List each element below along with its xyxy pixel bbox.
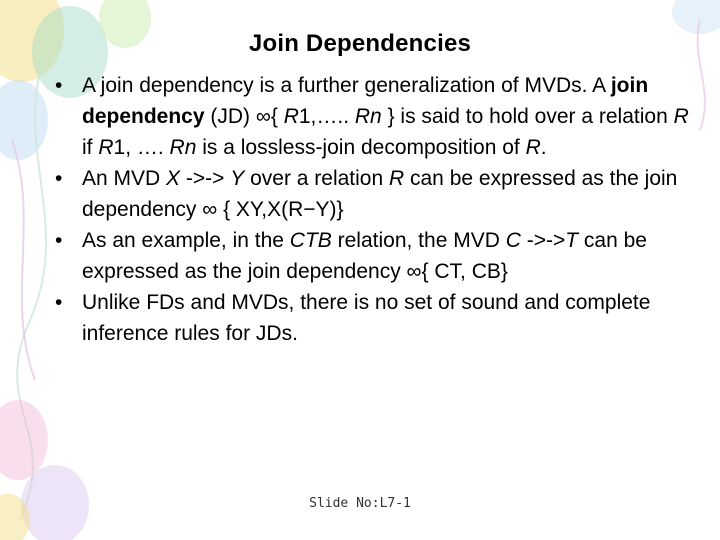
balloon-topright	[672, 0, 720, 34]
ribbon-left-mid	[12, 140, 35, 380]
balloon-pink	[0, 400, 48, 480]
bullet-icon: •	[55, 291, 63, 314]
bullet-item-inference-rules: • Unlike FDs and MVDs, there is no set of sound and complete inference rules for JDs.	[52, 287, 692, 349]
bullet-item-join-dependency: • A join dependency is a further generalization of MVDs. A join dependency (JD) ∞{ R1,….. Rn } is said to hold over a relation R if R1, …. Rn is a lossless-join decomposition of R.	[52, 70, 692, 163]
bullet-item-ctb-example: • As an example, in the CTB relation, the MVD C ->->T can be expressed as the join dependency ∞{ CT, CB}	[52, 225, 692, 287]
term-join-dependency: join dependency	[82, 74, 649, 128]
bullet-item-mvd-expression: • An MVD X ->-> Y over a relation R can be expressed as the join dependency ∞ { XY,X(R−Y)}	[52, 163, 692, 225]
bullet-icon: •	[55, 229, 63, 252]
balloon-blue	[0, 80, 48, 160]
bullet-icon: •	[55, 167, 63, 190]
slide-title: Join Dependencies	[248, 30, 472, 57]
bullet-list	[52, 70, 692, 349]
bullet-icon: •	[55, 74, 63, 97]
slide-number: Slide No:L7-1	[309, 496, 411, 511]
